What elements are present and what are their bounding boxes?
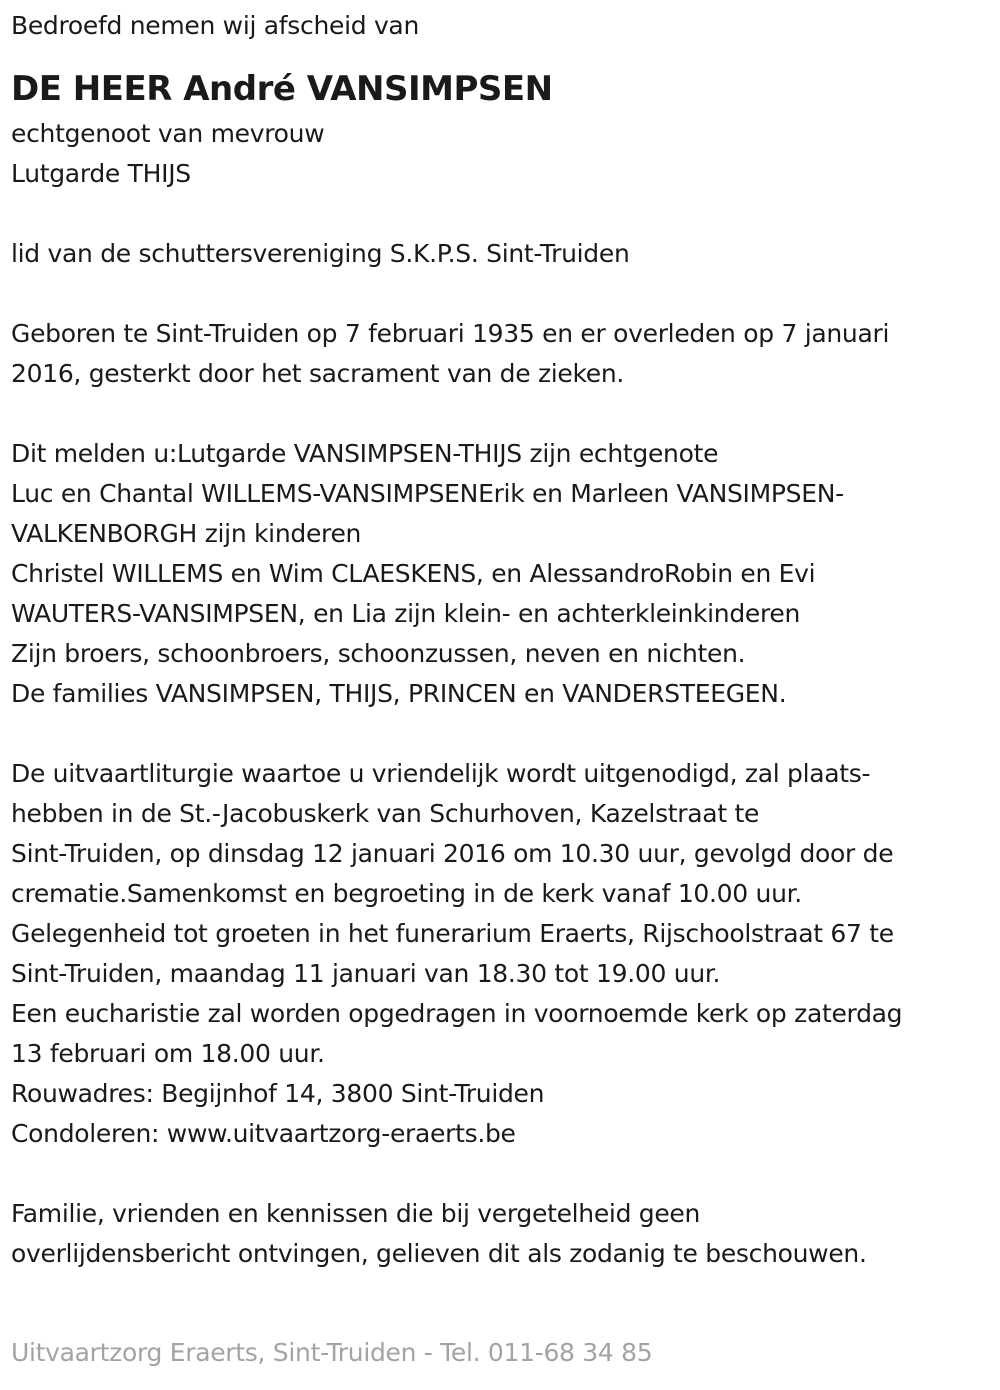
funeral-line: Sint-Truiden, op dinsdag 12 januari 2016 om 10.30 uur, gevolgd door de — [11, 839, 894, 868]
announcer-line: Christel WILLEMS en Wim CLAESKENS, en AlessandroRobin en Evi — [11, 559, 816, 588]
funeral-home-footer: Uitvaartzorg Eraerts, Sint-Truiden - Tel. 011-68 34 85 — [11, 1338, 653, 1367]
membership-text: lid van de schuttersvereniging S.K.P.S. Sint-Truiden — [11, 239, 630, 268]
birth-death-block — [11, 314, 991, 394]
birth-death-line: Geboren te Sint-Truiden op 7 februari 1935 en er overleden op 7 januari — [11, 319, 890, 348]
spouse-line: Lutgarde THIJS — [11, 159, 191, 188]
obituary-notice — [11, 6, 991, 1274]
announcer-line: VALKENBORGH zijn kinderen — [11, 519, 362, 548]
announcer-line: WAUTERS-VANSIMPSEN, en Lia zijn klein- en achterkleinkinderen — [11, 599, 801, 628]
mourning-address: Rouwadres: Begijnhof 14, 3800 Sint-Truiden — [11, 1079, 545, 1108]
paragraph-gap — [11, 274, 991, 314]
closing-line: overlijdensbericht ontvingen, gelieven dit als zodanig te beschouwen. — [11, 1239, 867, 1268]
closing-line: Familie, vrienden en kennissen die bij vergetelheid geen — [11, 1199, 701, 1228]
spouse-line: echtgenoot van mevrouw — [11, 119, 325, 148]
announcer-line: Zijn broers, schoonbroers, schoonzussen, neven en nichten. — [11, 639, 746, 668]
announcer-line: Dit melden u:Lutgarde VANSIMPSEN-THIJS zijn echtgenote — [11, 439, 719, 468]
announcer-line: De families VANSIMPSEN, THIJS, PRINCEN en VANDERSTEEGEN. — [11, 679, 787, 708]
funeral-line: Een eucharistie zal worden opgedragen in voornoemde kerk op zaterdag — [11, 999, 903, 1028]
intro-text: Bedroefd nemen wij afscheid van — [11, 11, 419, 40]
funeral-line: hebben in de St.-Jacobuskerk van Schurhoven, Kazelstraat te — [11, 799, 760, 828]
announcers-block — [11, 434, 991, 714]
funeral-block — [11, 754, 991, 1154]
condolence-link: Condoleren: www.uitvaartzorg-eraerts.be — [11, 1119, 516, 1148]
deceased-name: DE HEER André VANSIMPSEN — [11, 69, 553, 109]
paragraph-gap — [11, 194, 991, 234]
spouse-block — [11, 114, 991, 194]
paragraph-gap — [11, 1154, 991, 1194]
announcer-line: Luc en Chantal WILLEMS-VANSIMPSENErik en Marleen VANSIMPSEN- — [11, 479, 844, 508]
funeral-line: De uitvaartliturgie waartoe u vriendelijk wordt uitgenodigd, zal plaats- — [11, 759, 871, 788]
funeral-line: Gelegenheid tot groeten in het funerarium Eraerts, Rijschoolstraat 67 te — [11, 919, 894, 948]
closing-block — [11, 1194, 991, 1274]
paragraph-gap — [11, 394, 991, 434]
funeral-line: 13 februari om 18.00 uur. — [11, 1039, 325, 1068]
paragraph-gap — [11, 714, 991, 754]
funeral-line: Sint-Truiden, maandag 11 januari van 18.30 tot 19.00 uur. — [11, 959, 721, 988]
birth-death-line: 2016, gesterkt door het sacrament van de zieken. — [11, 359, 625, 388]
funeral-line: crematie.Samenkomst en begroeting in de kerk vanaf 10.00 uur. — [11, 879, 802, 908]
